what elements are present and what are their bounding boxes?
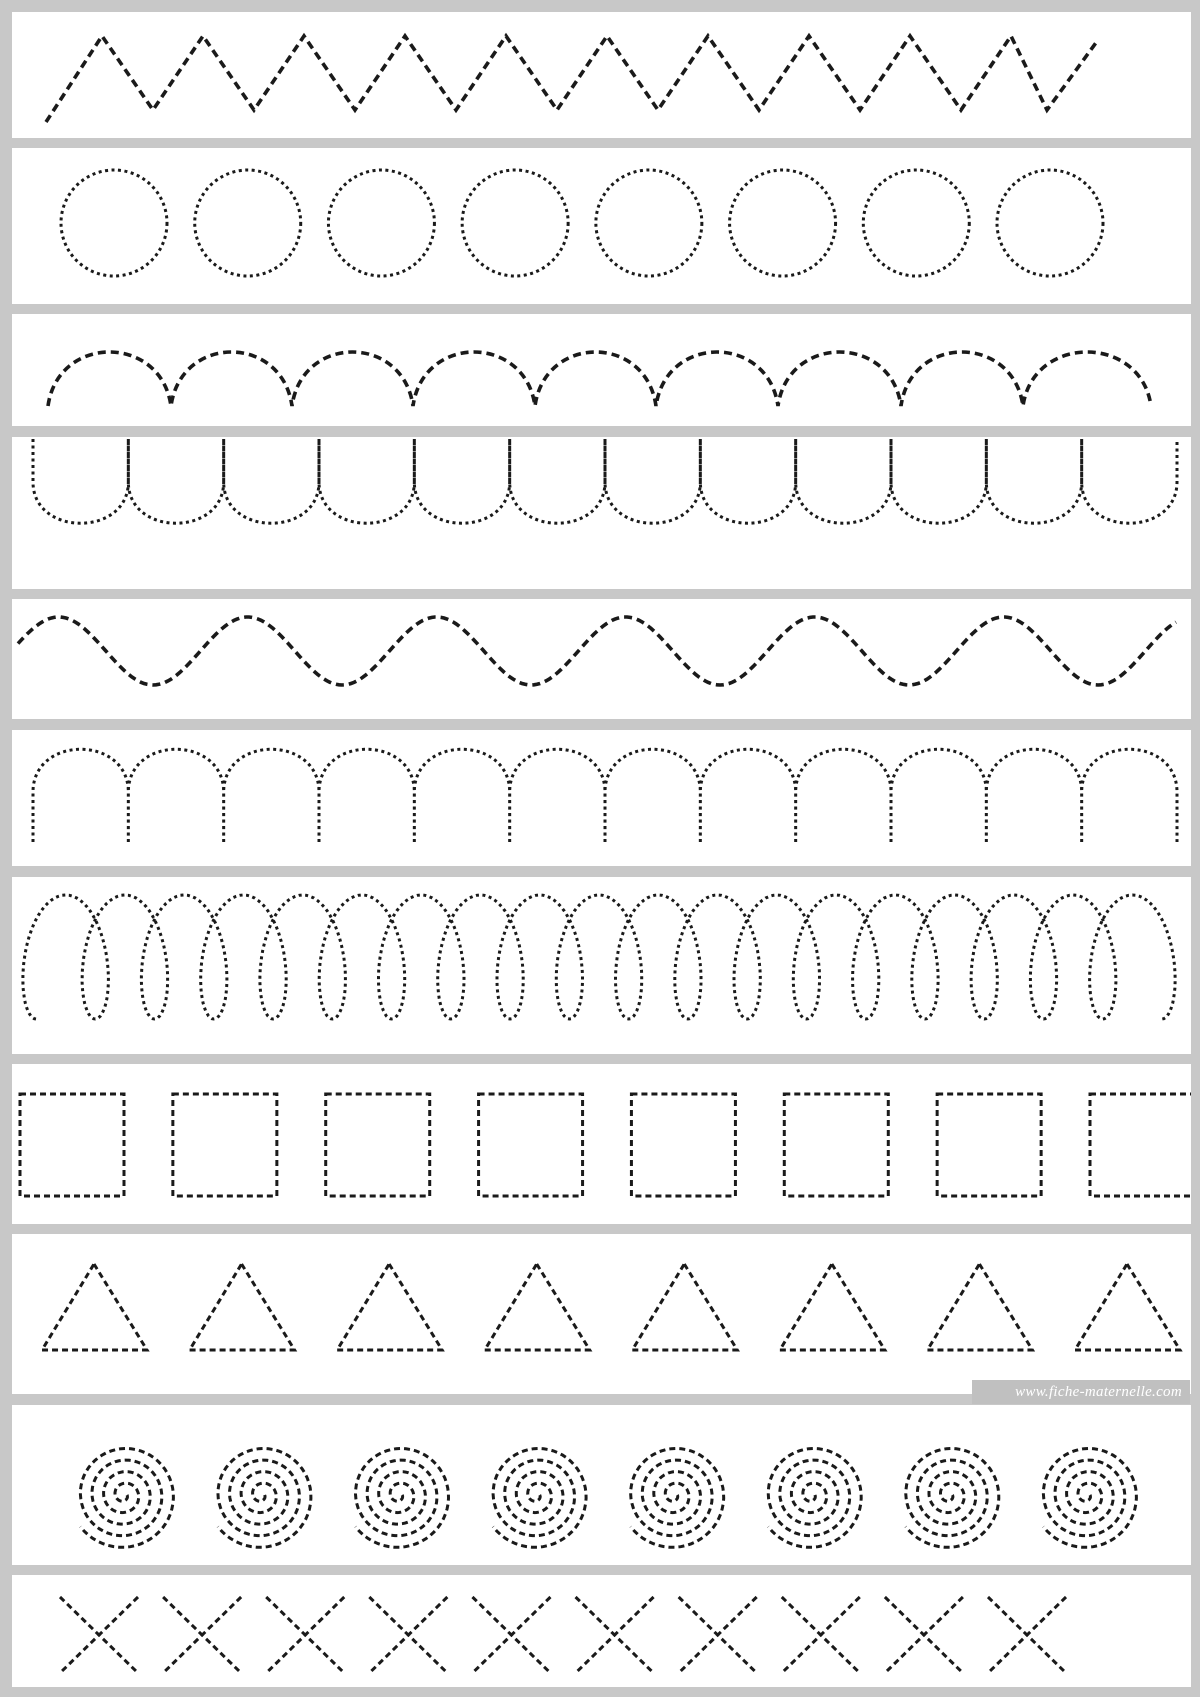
trace-square [631,1094,735,1196]
row-loops [12,877,1191,1054]
trace-cross [369,1597,447,1673]
trace-cross [60,1597,138,1673]
trace-square [784,1094,888,1196]
crosses-trace [12,1575,1191,1687]
trace-circle [997,170,1103,276]
watermark-text: www.fiche-maternelle.com [972,1380,1190,1404]
row-scallops [12,314,1191,426]
trace-spiral [768,1449,861,1548]
trace-triangle [632,1264,737,1350]
trace-spiral [631,1449,724,1548]
row-squares [12,1064,1191,1224]
trace-square [20,1094,124,1196]
loops-trace [12,877,1191,1054]
squares-trace [12,1064,1191,1224]
n-arches-trace [12,730,1191,866]
trace-cross [266,1597,344,1673]
trace-spiral [356,1449,449,1548]
trace-square [937,1094,1041,1196]
trace-circle [195,170,301,276]
trace-triangle [780,1264,885,1350]
trace-triangle [927,1264,1032,1350]
trace-cross [988,1597,1066,1673]
trace-circle [863,170,969,276]
wave-trace [12,599,1191,719]
trace-triangle [485,1264,590,1350]
row-spirals [12,1405,1191,1565]
trace-circle [730,170,836,276]
trace-spiral [493,1449,586,1548]
row-crosses [12,1575,1191,1687]
scallop-trace [12,314,1191,426]
trace-circle [596,170,702,276]
trace-cross [679,1597,757,1673]
row-triangles [12,1234,1191,1394]
circles-trace [12,148,1191,304]
trace-cross [163,1597,241,1673]
trace-circle [462,170,568,276]
trace-triangle [42,1264,147,1350]
row-u-cups [12,437,1191,589]
trace-circle [61,170,167,276]
trace-cross [472,1597,550,1673]
trace-circle [328,170,434,276]
spirals-trace [12,1405,1191,1565]
trace-cross [576,1597,654,1673]
trace-spiral [906,1449,999,1548]
trace-triangle [337,1264,442,1350]
trace-cross [885,1597,963,1673]
u-cups-trace [12,437,1191,589]
zigzag-trace [12,12,1191,138]
trace-square [479,1094,583,1196]
trace-triangle [190,1264,295,1350]
trace-square [326,1094,430,1196]
row-circles [12,148,1191,304]
trace-triangle [1075,1264,1180,1350]
trace-cross [782,1597,860,1673]
row-n-arches [12,730,1191,866]
trace-square [173,1094,277,1196]
triangles-trace [12,1234,1191,1394]
trace-spiral [218,1449,311,1548]
trace-spiral [80,1449,173,1548]
row-wave [12,599,1191,719]
trace-spiral [1043,1449,1136,1548]
trace-square [1090,1094,1191,1196]
row-zigzag [12,12,1191,138]
